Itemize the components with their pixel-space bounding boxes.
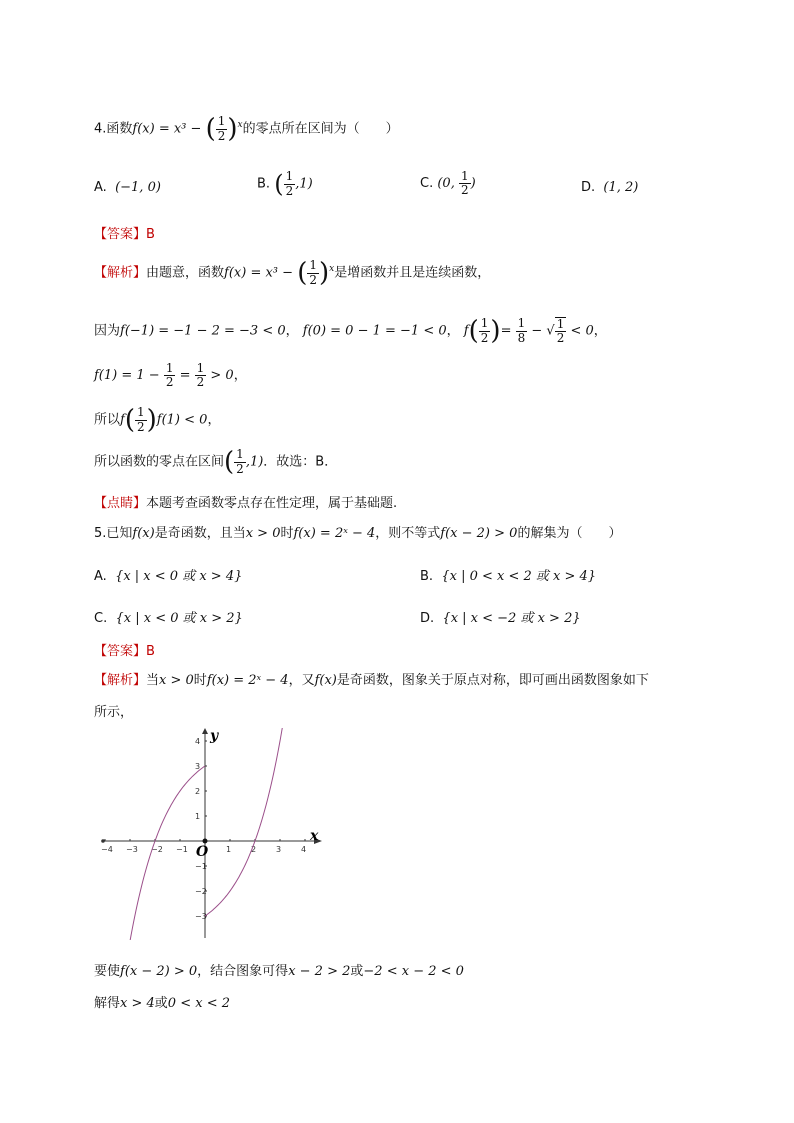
y-tick-label: −3 (195, 912, 207, 921)
x-tick-label: −4 (101, 845, 113, 854)
q5-analysis-line4: 解得x > 4或0 < x < 2 (94, 996, 230, 1011)
q5-analysis-line1: 【解析】当x > 0时f(x) = 2ˣ − 4，又f(x)是奇函数，图象关于原点对称，即可画出函数图象如下 (94, 673, 649, 688)
q5-option-d: D. {x | x < −2 或 x > 2} (420, 611, 581, 626)
q5-option-c: C. {x | x < 0 或 x > 2} (94, 611, 243, 626)
q5-analysis-line2: 所示， (94, 705, 134, 720)
y-tick-label: 3 (195, 762, 201, 771)
y-axis-arrow (202, 728, 208, 734)
x-tick-label: −2 (151, 845, 163, 854)
q5-option-b: B. {x | 0 < x < 2 或 x > 4} (420, 569, 597, 584)
y-tick-label: −2 (195, 887, 207, 896)
x-tick-label: 4 (301, 845, 307, 854)
q4-option-b: B. ( $\frac{1}{2}$ ,1) (257, 169, 313, 198)
q5-stem: 5.已知f(x)是奇函数，且当x > 0时f(x) = 2ˣ − 4，则不等式f(x − 2) > 0的解集为（ ） (94, 526, 622, 541)
q5-option-a: A. {x | x < 0 或 x > 4} (94, 569, 243, 584)
q4-analysis-line5: 所以函数的零点在区间( $\frac{1}{2}$ ,1)．故选：B． (94, 447, 338, 477)
x-tick-label: 2 (251, 845, 257, 854)
fraction: $\frac{1}{2}$ (217, 114, 226, 143)
origin-point (203, 839, 208, 844)
function-graph (92, 728, 332, 940)
q4-analysis-line3: f(1) = 1 − $\frac{1}{2}$ = $\frac{1}{2}$ > 0， (94, 361, 247, 390)
curve-left-branch (127, 766, 205, 940)
x-tick-label: −3 (126, 845, 138, 854)
q4-option-a: A. (−1, 0) (94, 180, 161, 195)
y-axis-label: y (210, 728, 219, 744)
x-tick-label: 3 (276, 845, 282, 854)
q4-analysis-line1: 【解析】由题意，函数f(x) = x³ − ( $\frac{1}{2}$ )$^x$是增函数并且是连续函数， (94, 258, 491, 288)
q5-analysis-line3: 要使f(x − 2) > 0，结合图象可得x − 2 > 2或−2 < x − 2 < 0 (94, 964, 464, 979)
q4-option-c: C. (0, $\frac{1}{2}$ ) (420, 169, 476, 198)
q4-option-d: D. (1, 2) (581, 180, 639, 195)
q4-stem: 4.函数f(x) = x³ − ( $\frac{1}{2}$ )$^x$的零点所在区间为（ ） (94, 114, 399, 144)
q5-answer: 【答案】B (94, 644, 155, 659)
q4-analysis-line2: 因为f(−1) = −1 − 2 = −3 < 0， f(0) = 0 − 1 = −1 < 0， f( $\frac{1}{2}$ )= $\frac{1}{8}$ − √ $\frac{1}{2}$ < 0， (94, 316, 607, 346)
curve-right-branch (205, 728, 283, 916)
y-tick-label: 2 (195, 787, 201, 796)
q4-analysis-line4: 所以f( $\frac{1}{2}$ )f(1) < 0， (94, 405, 221, 435)
x-axis-label: x (310, 828, 319, 844)
origin-label: O (196, 844, 209, 860)
y-tick-label: 1 (195, 812, 201, 821)
y-tick-label: 4 (195, 737, 201, 746)
x-tick-label: 1 (226, 845, 232, 854)
y-tick-label: −1 (195, 862, 207, 871)
x-tick-label: −1 (176, 845, 188, 854)
q4-comment: 【点睛】本题考查函数零点存在性定理，属于基础题. (94, 496, 398, 511)
x-axis-left-point (101, 839, 105, 843)
q4-answer: 【答案】B (94, 227, 155, 242)
